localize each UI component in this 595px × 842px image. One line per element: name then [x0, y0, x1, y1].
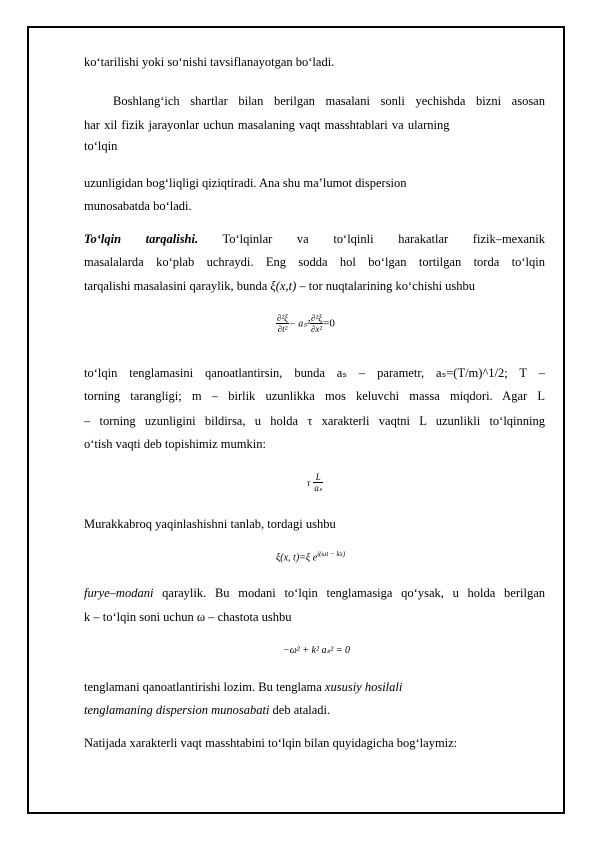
numerator: L — [313, 472, 323, 483]
paragraph-3-line-4: o‘tish vaqti deb topishimiz mumkin: — [84, 437, 266, 451]
paragraph-2-line-1-text: To‘lqinlar va to‘lqinli harakatlar fizik–mexanik — [222, 232, 545, 246]
equation-rhs: =0 — [323, 317, 335, 330]
text-segment: tarqalishi masalasini qaraylik, bunda — [84, 279, 271, 293]
fraction — [310, 313, 323, 334]
denominator: ∂x² — [310, 324, 323, 334]
equation-dispersion: −ω² + k² aₛ² = 0 — [283, 645, 350, 656]
text-segment: tenglamani qanoatlantirishi lozim. Bu tenglama — [84, 680, 325, 694]
paragraph-5-line-2: k – to‘lqin soni uchun ω – chastota ushbu — [84, 610, 292, 624]
paragraph-0: ko‘tarilishi yoki so‘nishi tavsiflanayotgan bo‘ladi. — [84, 55, 335, 69]
paragraph-1-line-1: Boshlang‘ich shartlar bilan berilgan masalani sonli yechishda bizni asosan — [113, 94, 545, 108]
text-segment: deb ataladi. — [269, 703, 331, 717]
paragraph-1-line-5: munosabatda bo‘ladi. — [84, 199, 192, 213]
equation-body: ξ(x, t)=ξ e — [276, 552, 318, 564]
paragraph-7: Natijada xarakterli vaqt masshtabini to‘lqin bilan quyidagicha bog‘laymiz: — [84, 736, 458, 750]
equation-mode — [276, 550, 345, 563]
paragraph-5-line-1 — [84, 586, 545, 601]
paragraph-2-line-1 — [84, 232, 545, 247]
equation-wave — [276, 313, 335, 334]
paragraph-2-line-2: masalalarda ko‘plab uchraydi. Eng sodda hol bo‘lgan tortilgan torda to‘lqin — [84, 255, 545, 269]
numerator: ∂²ξ — [277, 313, 288, 323]
term-italic: xususiy hosilali — [324, 680, 403, 694]
text-segment: qaraylik. Bu modani to‘lqin tenglamasiga qo‘ysak, u holda berilgan — [153, 586, 545, 600]
equation-lhs: τ — [307, 477, 311, 488]
section-heading: To‘lqin tarqalishi. — [84, 232, 199, 246]
paragraph-6-line-2 — [84, 703, 330, 718]
equation-exponent: i(ωt − kx) — [317, 550, 346, 558]
text-segment: – tor nuqtalarining ko‘chishi ushbu — [296, 279, 476, 293]
math-inline: ξ(x,t) — [270, 279, 297, 293]
fraction — [313, 472, 323, 494]
denominator: aₛ — [314, 483, 323, 493]
paragraph-3-line-1: to‘lqin tenglamasini qanoatlantirsin, bunda aₛ – parametr, aₛ=(T/m)^1/2; T – — [84, 366, 545, 380]
term-italic: furye–modani — [84, 586, 154, 600]
paragraph-1-line-4: uzunligidan bog‘liqligi qiziqtiradi. Ana shu ma’lumot dispersion — [84, 176, 407, 190]
paragraph-6-line-1 — [84, 680, 402, 695]
paragraph-1-line-2: har xil fizik jarayonlar uchun masalaning vaqt masshtablari va ularning — [84, 118, 450, 132]
paragraph-1-line-3: to‘lqin — [84, 139, 118, 153]
paragraph-4: Murakkabroq yaqinlashishni tanlab, tordagi ushbu — [84, 517, 336, 531]
denominator: ∂t² — [277, 324, 288, 334]
paragraph-2-line-3 — [84, 279, 475, 294]
paragraph-3-line-2: torning tarangligi; m – birlik uzunlikka mos keluvchi massa miqdori. Agar L — [84, 389, 545, 403]
fraction — [276, 313, 289, 334]
term-italic: tenglamaning dispersion munosabati — [84, 703, 270, 717]
equation-term: − aₛ² — [289, 318, 310, 330]
paragraph-3-line-3: – torning uzunligini bildirsa, u holda τ xarakterli vaqtni L uzunlikli to‘lqinning — [84, 414, 545, 428]
equation-tau — [307, 472, 323, 494]
numerator: ∂²ξ — [311, 313, 323, 323]
